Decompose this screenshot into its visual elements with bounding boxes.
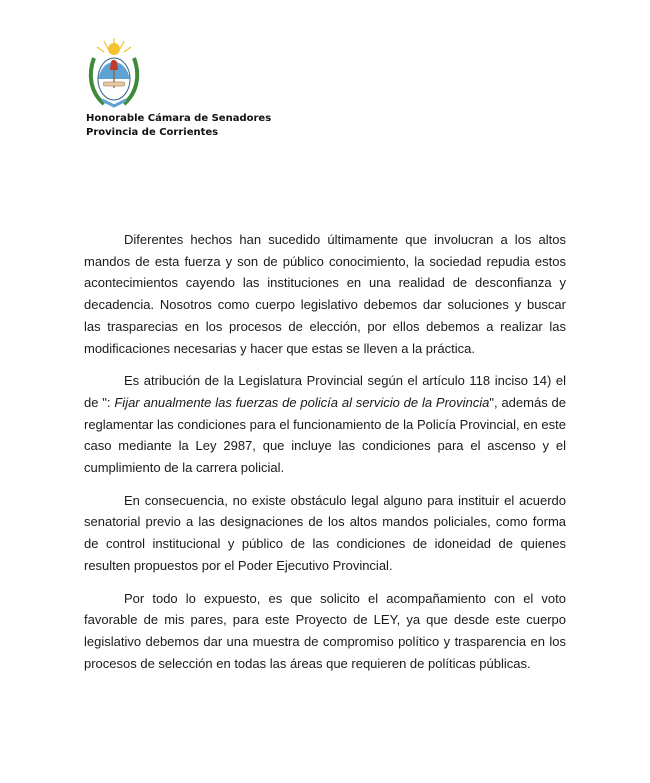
paragraph-3: En consecuencia, no existe obstáculo legal alguno para instituir el acuerdo senatorial previo a las designaciones de los altos mandos policiales, como forma de control institucional y público de las condiciones de idoneidad de quienes resulten propuestos por el Poder Ejecutivo Provincial. <box>84 492 566 573</box>
paragraph-4: Por todo lo expuesto, es que solicito el acompañamiento con el voto favorable de mis pares, para este Proyecto de LEY, ya que desde este cuerpo legislativo debemos dar una muestra de compromiso político y trasparencia en los procesos de selección en todas las áreas que requieren de políticas públicas. <box>84 590 566 671</box>
argentina-coat-of-arms-icon <box>86 36 142 110</box>
paragraph-2 <box>84 370 566 479</box>
quoted-article-text: Fijar anualmente las fuerzas de policía al servicio de la Provincia <box>114 394 490 410</box>
document-body <box>84 229 566 685</box>
paragraph-1: Diferentes hechos han sucedido últimamente que involucran a los altos mandos de esta fuerza y son de público conocimiento, la sociedad repudia estos acontecimientos cayendo las instituciones en una realidad de desconfianza y decadencia. Nosotros como cuerpo legislativo debemos dar soluciones y buscar las trasparecias en los procesos de elección, por ellos debemos a realizar las modificaciones necesarias y hacer que estas se lleven a la práctica. <box>84 232 566 356</box>
chamber-name: Honorable Cámara de Senadores <box>86 113 272 124</box>
paragraph-2-intro: Es atribución de la Legislatura Provincial según el artículo 118 inciso 14) el de ": <box>84 373 566 410</box>
institution-header <box>86 112 386 140</box>
province-name: Provincia de Corrientes <box>86 127 219 138</box>
paragraph-2-rest: ", además de reglamentar las condiciones para el funcionamiento de la Policía Provincial, en este caso mediante la Ley 2987, que incluye las condiciones para el ascenso y el cumplimiento de la carrera policial. <box>84 394 566 476</box>
